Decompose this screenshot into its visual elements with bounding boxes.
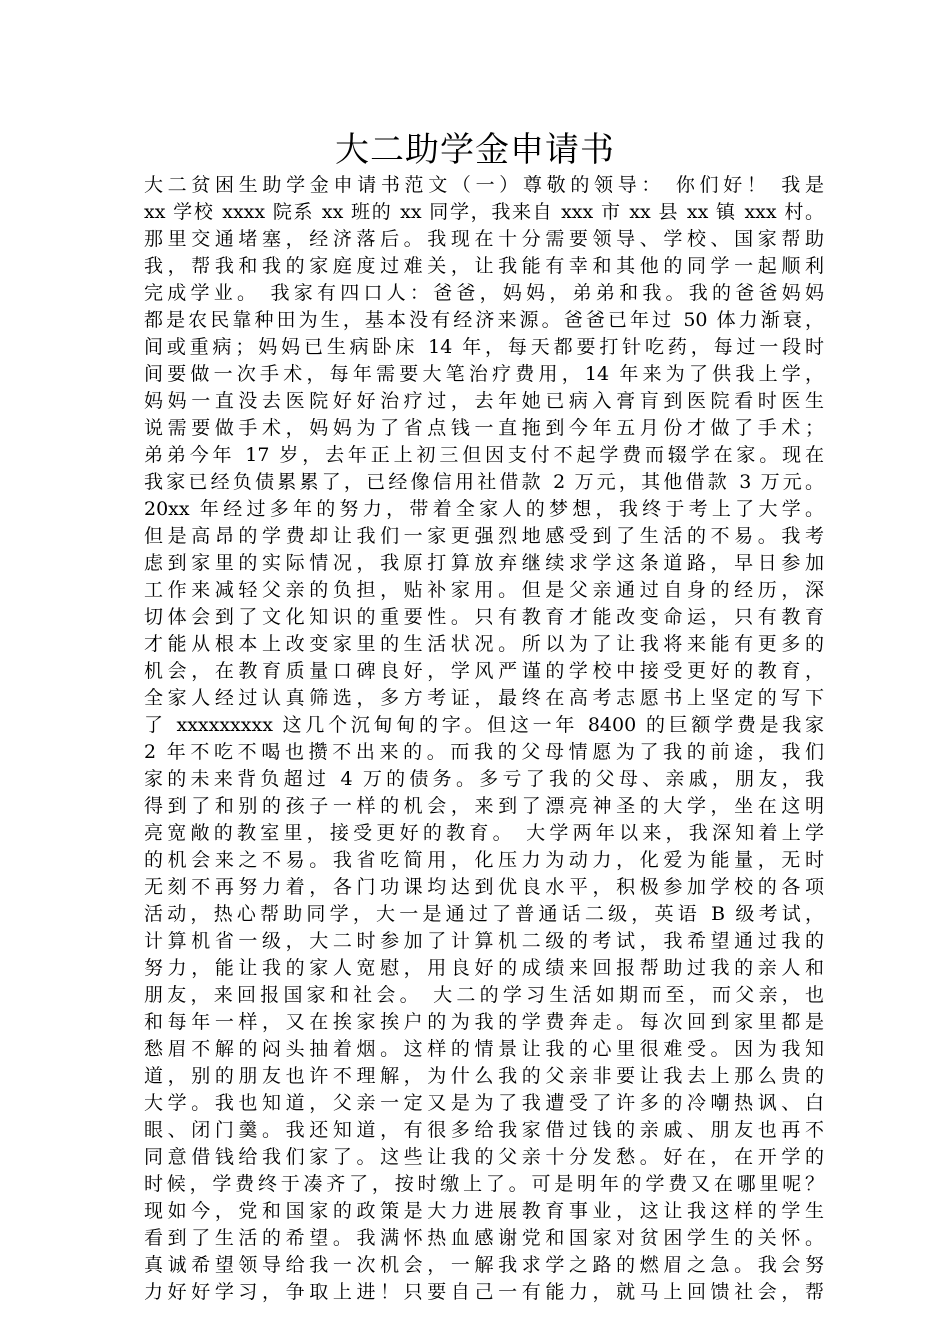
document-body	[144, 172, 824, 1306]
body-text-line: 得到了和别的孩子一样的机会，来到了漂亮神圣的大学，坐在这明	[144, 795, 824, 817]
body-text-line: 看到了生活的希望。我满怀热血感谢党和国家对贫困学生的关怀。	[144, 1227, 824, 1249]
body-text-line: 活动，热心帮助同学，大一是通过了普通话二级，英语 B 级考试，	[144, 903, 824, 925]
document-title: 大二助学金申请书	[335, 130, 615, 170]
body-text-line: 眼、闭门羹。我还知道，有很多给我家借过钱的亲戚、朋友也再不	[144, 1119, 824, 1141]
body-text-line: 无刻不再努力着，各门功课均达到优良水平，积极参加学校的各项	[144, 876, 824, 898]
body-text-line: 工作来减轻父亲的负担，贴补家用。但是父亲通过自身的经历，深	[144, 579, 824, 601]
body-text-line: 亮宽敞的教室里，接受更好的教育。 大学两年以来，我深知着上学	[144, 822, 824, 844]
body-text-line: 妈妈一直没去医院好好治疗过，去年她已病入膏肓到医院看时医生	[144, 390, 824, 412]
body-text-line: 和每年一样，又在挨家挨户的为我的学费奔走。每次回到家里都是	[144, 1011, 824, 1033]
body-text-line: 我家已经负债累累了，已经像信用社借款 2 万元，其他借款 3 万元。	[144, 471, 824, 493]
body-text-line: 但是高昂的学费却让我们一家更强烈地感受到了生活的不易。我考	[144, 525, 824, 547]
body-text-line: 计算机省一级，大二时参加了计算机二级的考试，我希望通过我的	[144, 930, 824, 952]
body-text-line: 间要做一次手术，每年需要大笔治疗费用，14 年来为了供我上学，	[144, 363, 824, 385]
body-text-line: 努力，能让我的家人宽慰，用良好的成绩来回报帮助过我的亲人和	[144, 957, 824, 979]
body-text-line: 说需要做手术，妈妈为了省点钱一直拖到今年五月份才做了手术；	[144, 417, 824, 439]
body-text-line: 朋友，来回报国家和社会。 大二的学习生活如期而至，而父亲，也	[144, 984, 824, 1006]
body-text-line: 现如今，党和国家的政策是大力进展教育事业，这让我这样的学生	[144, 1200, 824, 1222]
body-text-line: 道，别的朋友也许不理解，为什么我的父亲非要让我去上那么贵的	[144, 1065, 824, 1087]
body-text-line: xx 学校 xxxx 院系 xx 班的 xx 同学，我来自 xxx 市 xx 县 xx 镇 xxx 村。	[144, 201, 824, 223]
body-text-line: 愁眉不解的闷头抽着烟。这样的情景让我的心里很难受。因为我知	[144, 1038, 824, 1060]
body-text-line: 力好好学习，争取上进！只要自己一有能力，就马上回馈社会，帮	[144, 1281, 824, 1303]
body-text-line: 切体会到了文化知识的重要性。只有教育才能改变命运，只有教育	[144, 606, 824, 628]
body-text-line: 全家人经过认真筛选，多方考证，最终在高考志愿书上坚定的写下	[144, 687, 824, 709]
body-text-line: 时候，学费终于凑齐了，按时缴上了。可是明年的学费又在哪里呢？	[144, 1173, 824, 1195]
body-text-line: 家的未来背负超过 4 万的债务。多亏了我的父母、亲戚，朋友，我	[144, 768, 824, 790]
body-text-line: 大学。我也知道，父亲一定又是为了我遭受了许多的冷嘲热讽、白	[144, 1092, 824, 1114]
body-text-line: 同意借钱给我们家了。这些让我的父亲十分发愁。好在，在开学的	[144, 1146, 824, 1168]
body-text-line: 那里交通堵塞，经济落后。我现在十分需要领导、学校、国家帮助	[144, 228, 824, 250]
body-text-line: 我，帮我和我的家庭度过难关，让我能有幸和其他的同学一起顺利	[144, 255, 824, 277]
body-text-line: 2 年不吃不喝也攒不出来的。而我的父母情愿为了我的前途，我们	[144, 741, 824, 763]
body-text-line: 虑到家里的实际情况，我原打算放弃继续求学这条道路，早日参加	[144, 552, 824, 574]
body-text-line: 都是农民靠种田为生，基本没有经济来源。爸爸已年过 50 体力渐衰，	[144, 309, 824, 331]
body-text-line: 了 xxxxxxxxx 这几个沉甸甸的字。但这一年 8400 的巨额学费是我家	[144, 714, 824, 736]
body-text-line: 真诚希望领导给我一次机会，一解我求学之路的燃眉之急。我会努	[144, 1254, 824, 1276]
body-text-line: 完成学业。 我家有四口人：爸爸，妈妈，弟弟和我。我的爸爸妈妈	[144, 282, 824, 304]
body-text-line: 的机会来之不易。我省吃简用，化压力为动力，化爱为能量，无时	[144, 849, 824, 871]
body-text-line: 间或重病；妈妈已生病卧床 14 年，每天都要打针吃药，每过一段时	[144, 336, 824, 358]
body-text-line: 大二贫困生助学金申请书范文（一）尊敬的领导： 你们好！ 我是	[144, 174, 824, 196]
body-text-line: 20xx 年经过多年的努力，带着全家人的梦想，我终于考上了大学。	[144, 498, 824, 520]
body-text-line: 机会，在教育质量口碑良好，学风严谨的学校中接受更好的教育，	[144, 660, 824, 682]
body-text-line: 才能从根本上改变家里的生活状况。所以为了让我将来能有更多的	[144, 633, 824, 655]
body-text-line: 弟弟今年 17 岁，去年正上初三但因支付不起学费而辍学在家。现在	[144, 444, 824, 466]
